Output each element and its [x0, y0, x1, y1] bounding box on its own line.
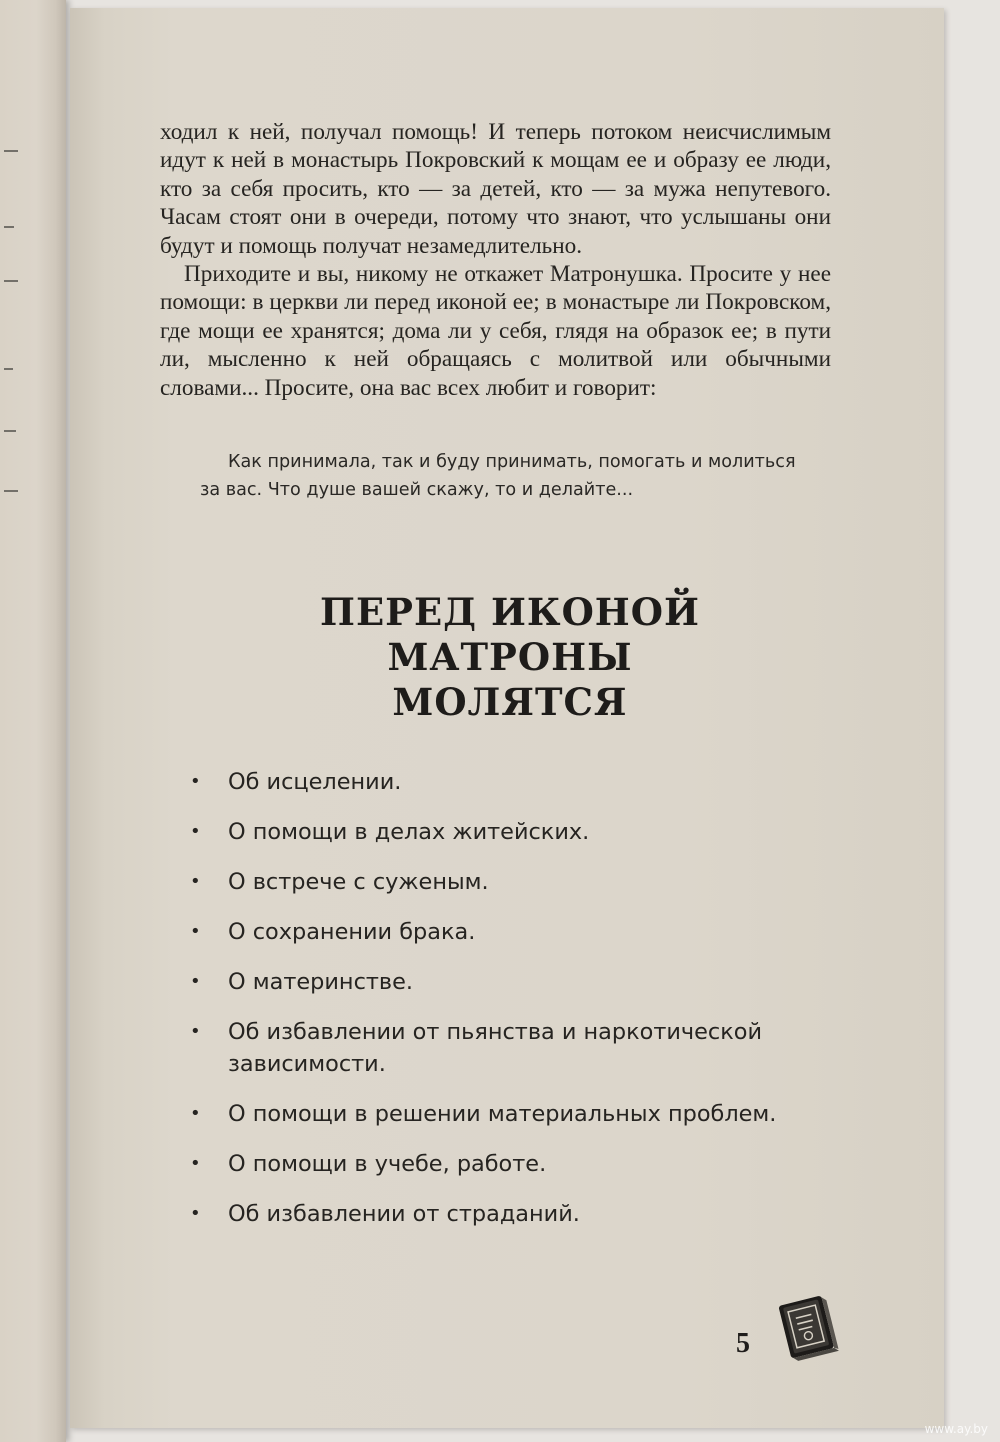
book-icon	[768, 1286, 844, 1364]
list-item-text: О сохранении брака.	[228, 919, 476, 945]
heading-line-3: МОЛЯТСЯ	[392, 680, 628, 724]
list-item-text: Об избавлении от страданий.	[228, 1201, 580, 1227]
bullet-icon: •	[190, 771, 201, 792]
bullet-icon: •	[190, 871, 201, 892]
paragraph-2: Приходите и вы, никому не откажет Матронушка. Просите у нее помощи: в церкви ли перед иконой ее; в монастыре ли Покровском, где мощи ее хранятся; дома ли у себя, глядя на образок ее; в пути ли, мысленно к ней обращаясь с молитвой или обычными словами... Просите, она вас всех любит и говорит:	[160, 261, 831, 401]
list-item-text: О помощи в решении материальных проблем.	[228, 1101, 777, 1127]
prayer-topics-list	[190, 766, 850, 1248]
previous-page-text-fragments	[0, 130, 30, 550]
list-item-text: О помощи в делах житейских.	[228, 819, 590, 845]
bullet-icon: •	[190, 1021, 201, 1042]
matrona-quote: Как принимала, так и буду принимать, помогать и молиться за вас. Что душе вашей скажу, то и делайте...	[200, 452, 796, 500]
list-item-text: Об избавлении от пьянства и наркотической зависимости.	[228, 1019, 763, 1077]
heading-line-1: ПЕРЕД ИКОНОЙ	[320, 590, 700, 634]
section-heading	[270, 590, 750, 725]
list-item-text: Об исцелении.	[228, 769, 402, 795]
page-number: 5	[736, 1328, 750, 1359]
previous-page-edge	[0, 0, 66, 1442]
list-item	[190, 866, 850, 898]
list-item	[190, 766, 850, 798]
list-item-text: О встрече с суженым.	[228, 869, 489, 895]
list-item-text: О помощи в учебе, работе.	[228, 1151, 547, 1177]
list-item	[190, 1198, 850, 1230]
site-watermark: www.ay.by	[924, 1422, 988, 1436]
list-item	[190, 816, 850, 848]
bullet-icon: •	[190, 1153, 201, 1174]
list-item	[190, 1148, 850, 1180]
list-item	[190, 1016, 850, 1080]
bullet-icon: •	[190, 971, 201, 992]
list-item-text: О материнстве.	[228, 969, 414, 995]
paragraph-1: ходил к ней, получал помощь! И теперь потоком неисчислимым идут к ней в монастырь Покровский к мощам ее и образу ее люди, кто за себя просить, кто — за детей, кто — за мужа непутевого. Часам стоят они в очереди, потому что знают, что услышаны они будут и помощь получат незамедлительно.	[160, 119, 831, 259]
list-item	[190, 1098, 850, 1130]
book-page	[70, 8, 944, 1428]
bullet-icon: •	[190, 821, 201, 842]
body-text	[160, 118, 831, 402]
list-item	[190, 916, 850, 948]
bullet-icon: •	[190, 1103, 201, 1124]
bullet-icon: •	[190, 1203, 201, 1224]
heading-line-2: МАТРОНЫ	[387, 635, 633, 679]
list-item	[190, 966, 850, 998]
bullet-icon: •	[190, 921, 201, 942]
